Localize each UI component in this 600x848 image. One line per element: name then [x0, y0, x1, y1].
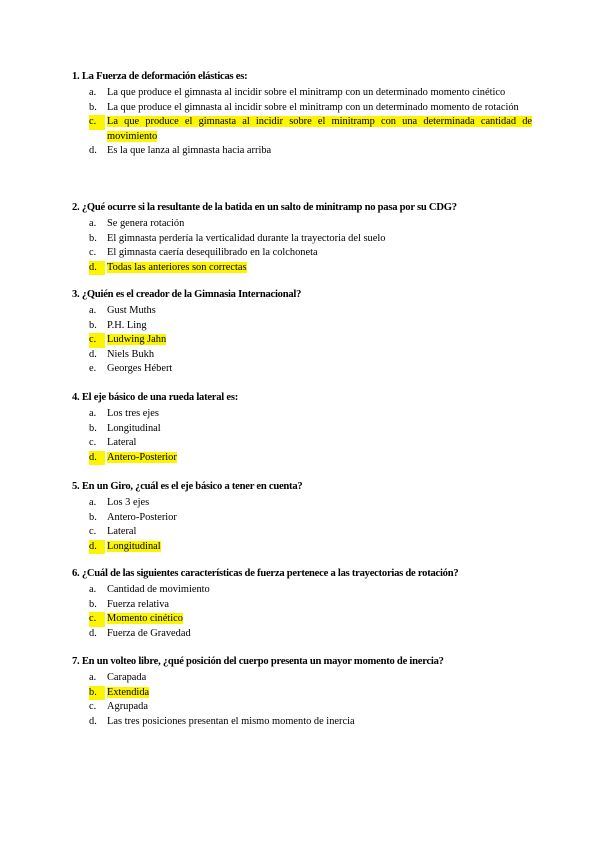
option-letter: b. [89, 422, 97, 434]
option-text: Los 3 ejes [107, 497, 150, 508]
answer-option-c [72, 700, 532, 715]
option-text: Es la que lanza al gimnasta hacia arriba [107, 145, 272, 157]
option-text: Carapada [107, 672, 147, 683]
question-4 [72, 391, 532, 465]
question-6 [72, 567, 532, 641]
answer-option-b [72, 232, 532, 247]
question-7 [72, 655, 532, 729]
answer-options [72, 671, 532, 729]
answer-options [72, 496, 532, 554]
option-letter: d. [89, 451, 105, 466]
option-text: Fuerza de Gravedad [107, 627, 191, 639]
option-letter: d. [89, 348, 97, 360]
option-letter: c. [89, 115, 105, 130]
option-letter: b. [89, 511, 97, 523]
option-text: Antero-Posterior [107, 511, 177, 523]
option-text: P.H. Ling [107, 319, 147, 331]
answer-options [72, 217, 532, 275]
option-text: Niels Bukh [107, 348, 155, 360]
option-letter: c. [89, 333, 105, 348]
option-letter: a. [89, 305, 97, 316]
option-letter: e. [89, 363, 97, 375]
option-letter: b. [89, 319, 97, 331]
question-3 [72, 288, 532, 377]
answer-option-c [72, 525, 532, 540]
answer-option-d [72, 348, 532, 363]
question-title: 1. La Fuerza de deformación elásticas es: [72, 71, 248, 82]
answer-option-d [72, 627, 532, 642]
option-text: El gimnasta perdería la verticalidad durante la trayectoria del suelo [107, 232, 386, 244]
option-text: La que produce el gimnasta al incidir sobre el minitramp con un determinado momento cinético [107, 87, 506, 98]
option-letter: c. [89, 526, 97, 538]
answer-option-b [72, 422, 532, 437]
answer-option-d [72, 144, 532, 159]
question-title: 5. En un Giro, ¿cuál es el eje básico a tener en cuenta? [72, 481, 303, 492]
option-text: La que produce el gimnasta al incidir sobre el minitramp con un determinado momento de rotación [107, 101, 519, 113]
option-text: Todas las anteriores son correctas [107, 261, 247, 273]
option-text: Lateral [107, 526, 137, 538]
question-title: 7. En un volteo libre, ¿qué posición del cuerpo presenta un mayor momento de inercia? [72, 656, 444, 667]
option-letter: a. [89, 584, 97, 595]
option-letter: d. [89, 145, 97, 157]
option-text: Momento cinético [107, 613, 183, 625]
answer-option-c [72, 246, 532, 261]
question-1 [72, 70, 532, 159]
answer-option-d [72, 540, 532, 555]
option-letter: d. [89, 627, 97, 639]
option-text: La que produce el gimnasta al incidir sobre el minitramp con una determinada cantidad de movimiento [107, 116, 532, 142]
answer-option-a [72, 496, 532, 511]
question-title: 3. ¿Quién es el creador de la Gimnasia Internacional? [72, 289, 302, 300]
option-text: Gust Muths [107, 305, 156, 316]
option-letter: a. [89, 218, 97, 229]
question-title: 4. El eje básico de una rueda lateral es: [72, 392, 239, 403]
option-letter: d. [89, 715, 97, 727]
option-letter: a. [89, 497, 97, 508]
answer-option-c [72, 115, 532, 144]
option-text: Antero-Posterior [107, 451, 177, 463]
option-text: Longitudinal [107, 540, 161, 552]
answer-options [72, 304, 532, 377]
option-letter: a. [89, 87, 97, 98]
option-text: Ludwing Jahn [107, 334, 167, 346]
option-letter: b. [89, 232, 97, 244]
answer-option-b [72, 319, 532, 334]
option-text: Fuerza relativa [107, 598, 170, 610]
option-text: Las tres posiciones presentan el mismo momento de inercia [107, 715, 355, 727]
answer-option-b [72, 686, 532, 701]
answer-options [72, 86, 532, 159]
answer-option-d [72, 451, 532, 466]
answer-option-d [72, 261, 532, 276]
answer-option-d [72, 715, 532, 730]
answer-option-a [72, 583, 532, 598]
option-letter: b. [89, 686, 105, 701]
option-letter: c. [89, 247, 97, 259]
option-text: El gimnasta caería desequilibrado en la colchoneta [107, 247, 318, 259]
answer-option-c [72, 612, 532, 627]
answer-option-c [72, 333, 532, 348]
answer-option-a [72, 304, 532, 319]
answer-options [72, 407, 532, 465]
question-title: 6. ¿Cuál de las siguientes características de fuerza pertenece a las trayectorias de rotación? [72, 568, 459, 579]
question-title: 2. ¿Qué ocurre si la resultante de la batida en un salto de minitramp no pasa por su CDG? [72, 202, 457, 213]
option-letter: d. [89, 540, 105, 555]
answer-option-a [72, 217, 532, 232]
option-letter: a. [89, 408, 97, 419]
option-letter: d. [89, 261, 105, 276]
answer-option-c [72, 436, 532, 451]
option-text: Extendida [107, 686, 150, 698]
answer-options [72, 583, 532, 641]
option-text: Agrupada [107, 701, 148, 713]
question-2 [72, 201, 532, 275]
option-letter: b. [89, 598, 97, 610]
option-letter: c. [89, 701, 97, 713]
answer-option-b [72, 101, 532, 116]
option-text: Cantidad de movimiento [107, 584, 210, 595]
answer-option-b [72, 511, 532, 526]
option-text: Lateral [107, 437, 137, 449]
answer-option-a [72, 671, 532, 686]
option-letter: c. [89, 612, 105, 627]
option-letter: b. [89, 101, 97, 113]
answer-option-a [72, 86, 532, 101]
option-text: Se genera rotación [107, 218, 185, 229]
option-text: Los tres ejes [107, 408, 159, 419]
option-text: Georges Hébert [107, 363, 173, 375]
answer-option-e [72, 362, 532, 377]
option-letter: c. [89, 437, 97, 449]
question-5 [72, 480, 532, 554]
option-text: Longitudinal [107, 422, 161, 434]
answer-option-b [72, 598, 532, 613]
option-letter: a. [89, 672, 97, 683]
answer-option-a [72, 407, 532, 422]
